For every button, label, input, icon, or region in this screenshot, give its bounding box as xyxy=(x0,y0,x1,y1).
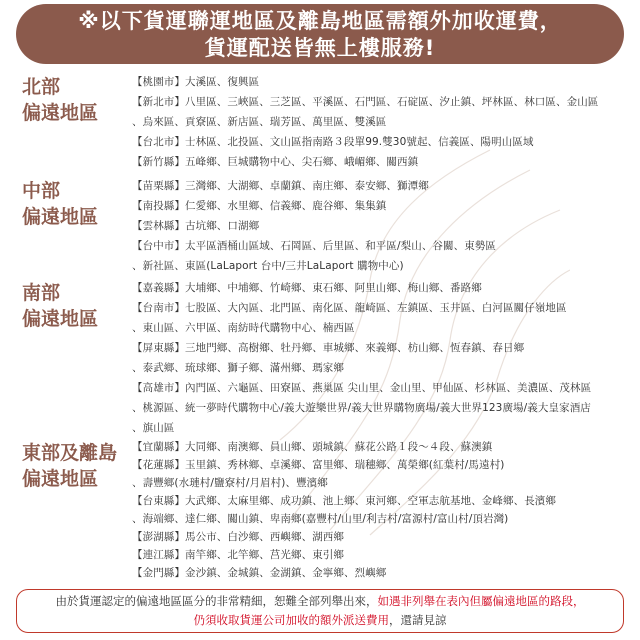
area-row: 【新竹縣】五峰鄉、巨城購物中心、尖石鄉、峨嵋鄉、關西鎮 xyxy=(132,156,419,168)
notice-line-2 xyxy=(17,611,623,630)
area-row: 【台東縣】大武鄉、太麻里鄉、成功鎮、池上鄉、東河鄉、空軍志航基地、金峰鄉、長濱鄉 xyxy=(132,495,556,507)
area-row: 【金門縣】金沙鎮、金城鎮、金湖鎮、金寧鄉、烈嶼鄉 xyxy=(132,567,387,579)
area-row: 【新北市】八里區、三峽區、三芝區、平溪區、石門區、石碇區、汐止鎮、坪林區、林口區、金山區 xyxy=(132,96,599,108)
area-row: 、海端鄉、達仁鄉、關山鎮、卑南鄉(嘉豐村/山里/利吉村/富源村/富山村/頂岩灣) xyxy=(132,513,509,525)
area-row: 【屏東縣】三地門鄉、高樹鄉、牡丹鄉、車城鄉、來義鄉、枋山鄉、恆春鎮、春日鄉 xyxy=(132,342,525,354)
region-title-line-1: 南部 xyxy=(22,282,61,304)
region-title-line-1: 東部及離島 xyxy=(22,442,118,464)
notice-box xyxy=(16,589,624,633)
region-title-line-2: 偏遠地區 xyxy=(22,308,99,330)
area-row: 【嘉義縣】大埔鄉、中埔鄉、竹崎鄉、東石鄉、阿里山鄉、梅山鄉、番路鄉 xyxy=(132,282,482,294)
area-row: 、壽豐鄉(水璉村/鹽寮村/月眉村)、豐濱鄉 xyxy=(132,477,328,489)
region-title-east xyxy=(22,440,126,492)
region-title-line-1: 北部 xyxy=(22,76,61,98)
area-row: 、旗山區 xyxy=(132,422,175,434)
area-list-central xyxy=(132,176,628,276)
area-row: 、東山區、六甲區、南紡時代購物中心、楠西區 xyxy=(132,322,355,334)
notice-text: 由於貨運認定的偏遠地區區分的非常精細，恕難全部列舉出來， xyxy=(55,594,378,608)
notice-highlight: 仍須收取貨運公司加收的額外派送費用 xyxy=(193,613,389,627)
area-row: 【花蓮縣】玉里鎮、秀林鄉、卓溪鄉、富里鄉、瑞穗鄉、萬榮鄉(紅葉村/馬遠村) xyxy=(132,459,505,471)
area-row: 【雲林縣】古坑鄉、口湖鄉 xyxy=(132,220,260,232)
area-row: 、桃源區、統一夢時代購物中心/義大遊樂世界/義大世界購物廣場/義大世界123廣場/義大皇家酒店 xyxy=(132,402,591,414)
area-list-north xyxy=(132,72,628,172)
region-title-line-2: 偏遠地區 xyxy=(22,102,99,124)
area-row: 【台南市】七股區、大內區、北門區、南化區、龍崎區、左鎮區、玉井區、白河區關仔嶺地區 xyxy=(132,302,567,314)
notice-line-1 xyxy=(17,592,623,611)
area-row: 、烏來區、貢寮區、新店區、瑞芳區、萬里區、雙溪區 xyxy=(132,116,387,128)
area-row: 【苗栗縣】三灣鄉、大湖鄉、卓蘭鎮、南庄鄉、泰安鄉、獅潭鄉 xyxy=(132,180,429,192)
header-banner xyxy=(16,4,624,64)
notice-text: ，還請見諒 xyxy=(389,613,447,627)
area-list-south xyxy=(132,278,628,438)
area-row: 【台中市】太平區酒桶山區域、石岡區、后里區、和平區/梨山、谷關、東勢區 xyxy=(132,240,497,252)
region-title-line-2: 偏遠地區 xyxy=(22,468,99,490)
area-row: 【澎湖縣】馬公市、白沙鄉、西嶼鄉、湖西鄉 xyxy=(132,531,344,543)
region-title-line-1: 中部 xyxy=(22,180,61,202)
area-row: 【宜蘭縣】大同鄉、南澳鄉、員山鄉、頭城鎮、蘇花公路１段～４段、蘇澳鎮 xyxy=(132,441,493,453)
region-title-north xyxy=(22,74,126,126)
area-row: 【台北市】士林區、北投區、文山區指南路３段單99.雙30號起、信義區、陽明山區域 xyxy=(132,136,534,148)
region-title-line-2: 偏遠地區 xyxy=(22,206,99,228)
area-row: 【連江縣】南竿鄉、北竿鄉、莒光鄉、東引鄉 xyxy=(132,549,344,561)
area-row: 【桃園市】大溪區、復興區 xyxy=(132,76,260,88)
banner-line-2: 貨運配送皆無上樓服務! xyxy=(204,36,436,60)
area-row: 、新社區、東區(LaLaport 台中/三井LaLaport 購物中心) xyxy=(132,260,404,272)
banner-line-1: ※以下貨運聯運地區及離島地區需額外加收運費， xyxy=(78,9,562,33)
area-row: 【南投縣】仁愛鄉、水里鄉、信義鄉、鹿谷鄉、集集鎮 xyxy=(132,200,387,212)
region-title-central xyxy=(22,178,126,230)
area-row: 【高雄市】內門區、六龜區、田寮區、燕巢區 尖山里、金山里、甲仙區、杉林區、美濃區、茂林區 xyxy=(132,382,592,394)
region-title-south xyxy=(22,280,126,332)
notice-highlight: 如遇非列舉在表內但屬偏遠地區的路段， xyxy=(377,594,585,608)
area-list-east xyxy=(132,438,628,582)
area-row: 、泰武鄉、琉球鄉、獅子鄉、滿州鄉、瑪家鄉 xyxy=(132,362,344,374)
